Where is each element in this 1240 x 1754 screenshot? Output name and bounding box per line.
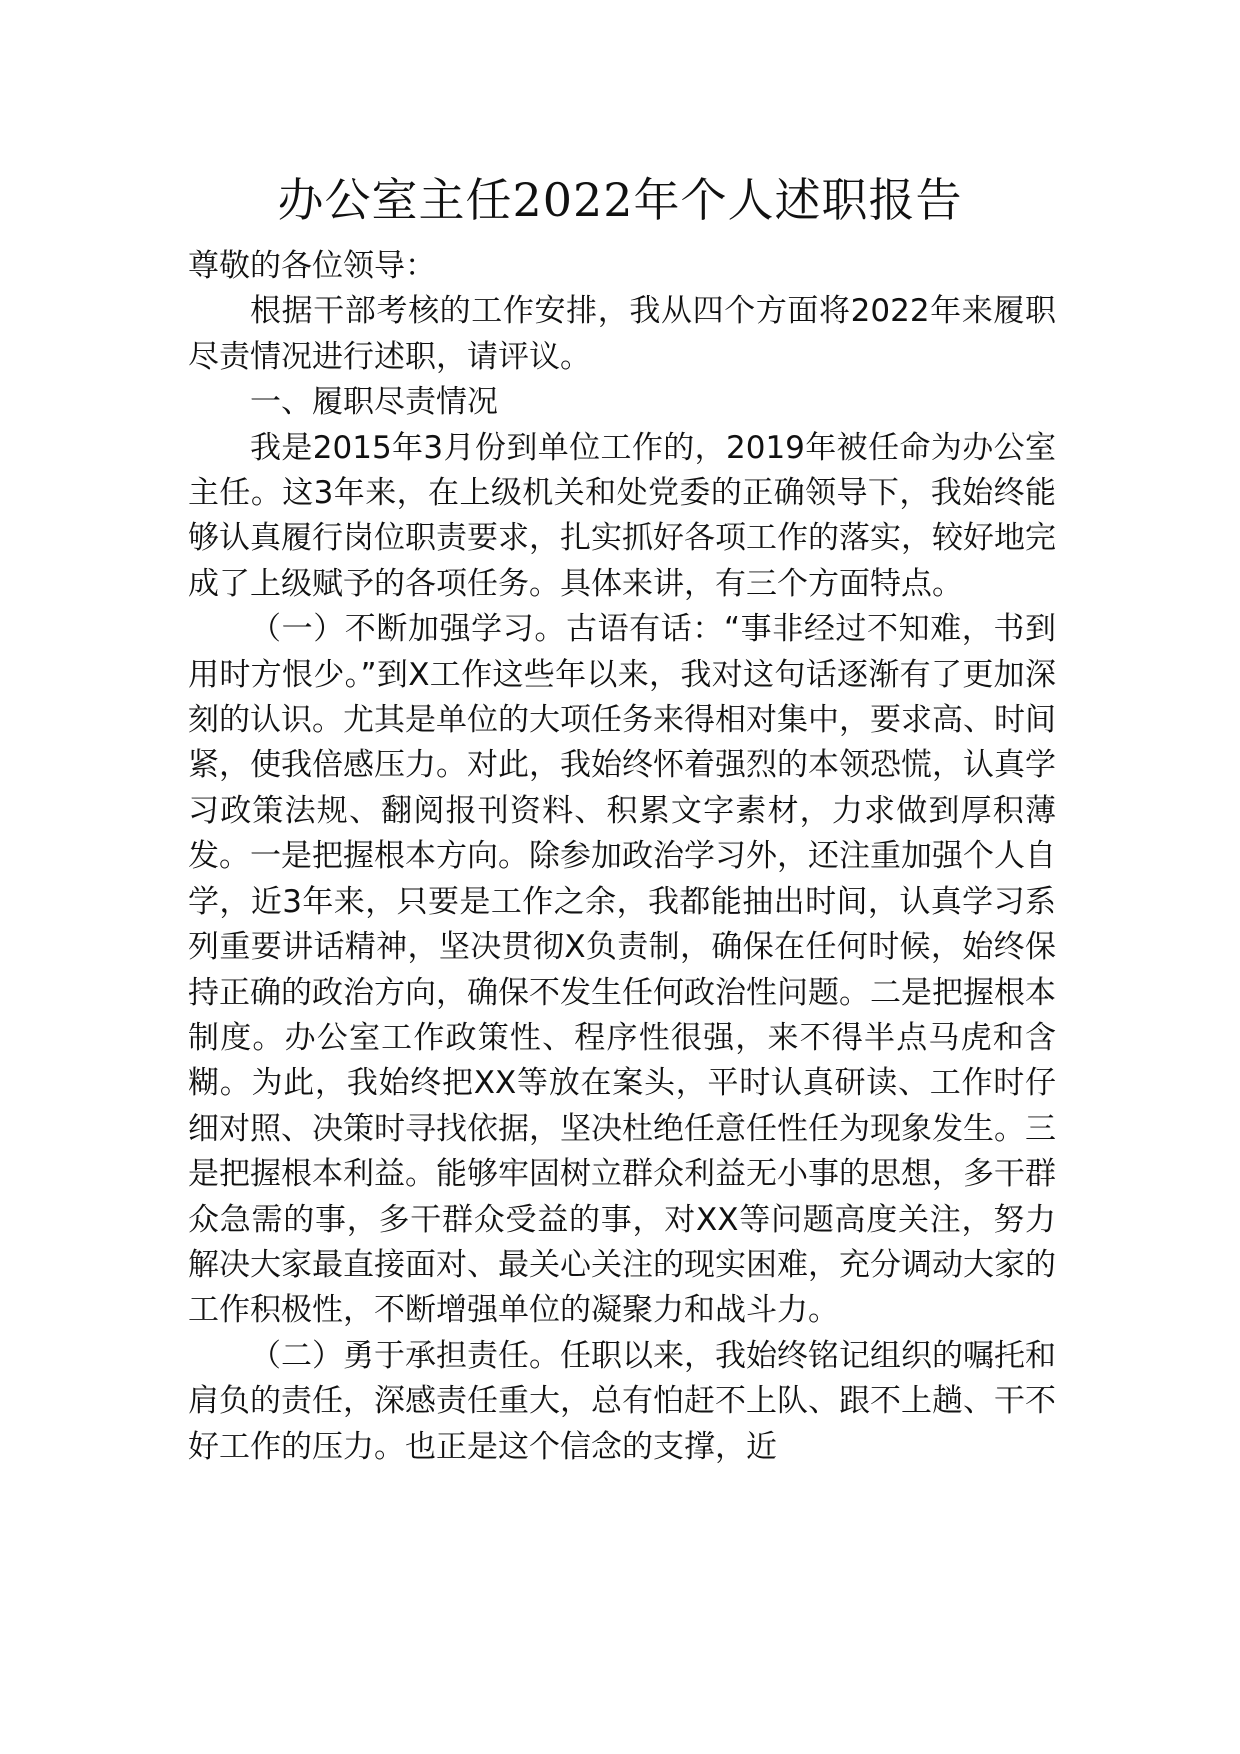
document-body xyxy=(188,244,1056,1470)
paragraph-responsibility: （二）勇于承担责任。任职以来，我始终铭记组织的嘱托和肩负的责任，深感责任重大，总有怕赶不上队、跟不上趟、干不好工作的压力。也正是这个信念的支撑，近 xyxy=(188,1337,1056,1465)
paragraph-background: 我是2015年3月份到单位工作的，2019年被任命为办公室主任。这3年来，在上级机关和处党委的正确领导下，我始终能够认真履行岗位职责要求，扎实抓好各项工作的落实，较好地完成了上级赋予的各项任务。具体来讲，有三个方面特点。 xyxy=(188,429,1056,602)
paragraph-learning: （一）不断加强学习。古语有话：“事非经过不知难，书到用时方恨少。”到X工作这些年以来，我对这句话逐渐有了更加深刻的认识。尤其是单位的大项任务来得相对集中，要求高、时间紧，使我倍感压力。对此，我始终怀着强烈的本领恐慌，认真学习政策法规、翻阅报刊资料、积累文字素材，力求做到厚积薄发。一是把握根本方向。除参加政治学习外，还注重加强个人自学，近3年来，只要是工作之余，我都能抽出时间，认真学习系列重要讲话精神，坚决贯彻X负责制，确保在任何时候，始终保持正确的政治方向，确保不发生任何政治性问题。二是把握根本制度。办公室工作政策性、程序性很强，来不得半点马虎和含糊。为此，我始终把XX等放在案头，平时认真研读、工作时仔细对照、决策时寻找依据，坚决杜绝任意任性任为现象发生。三是把握根本利益。能够牢固树立群众利益无小事的思想，多干群众急需的事，多干群众受益的事，对XX等问题高度关注，努力解决大家最直接面对、最关心关注的现实困难，充分调动大家的工作积极性，不断增强单位的凝聚力和战斗力。 xyxy=(188,611,1056,1329)
paragraph-intro: 根据干部考核的工作安排，我从四个方面将2022年来履职尽责情况进行述职，请评议。 xyxy=(188,293,1056,375)
document-title: 办公室主任2022年个人述职报告 xyxy=(277,173,963,227)
section-heading-1: 一、履职尽责情况 xyxy=(250,384,498,421)
salutation: 尊敬的各位领导： xyxy=(188,248,436,284)
